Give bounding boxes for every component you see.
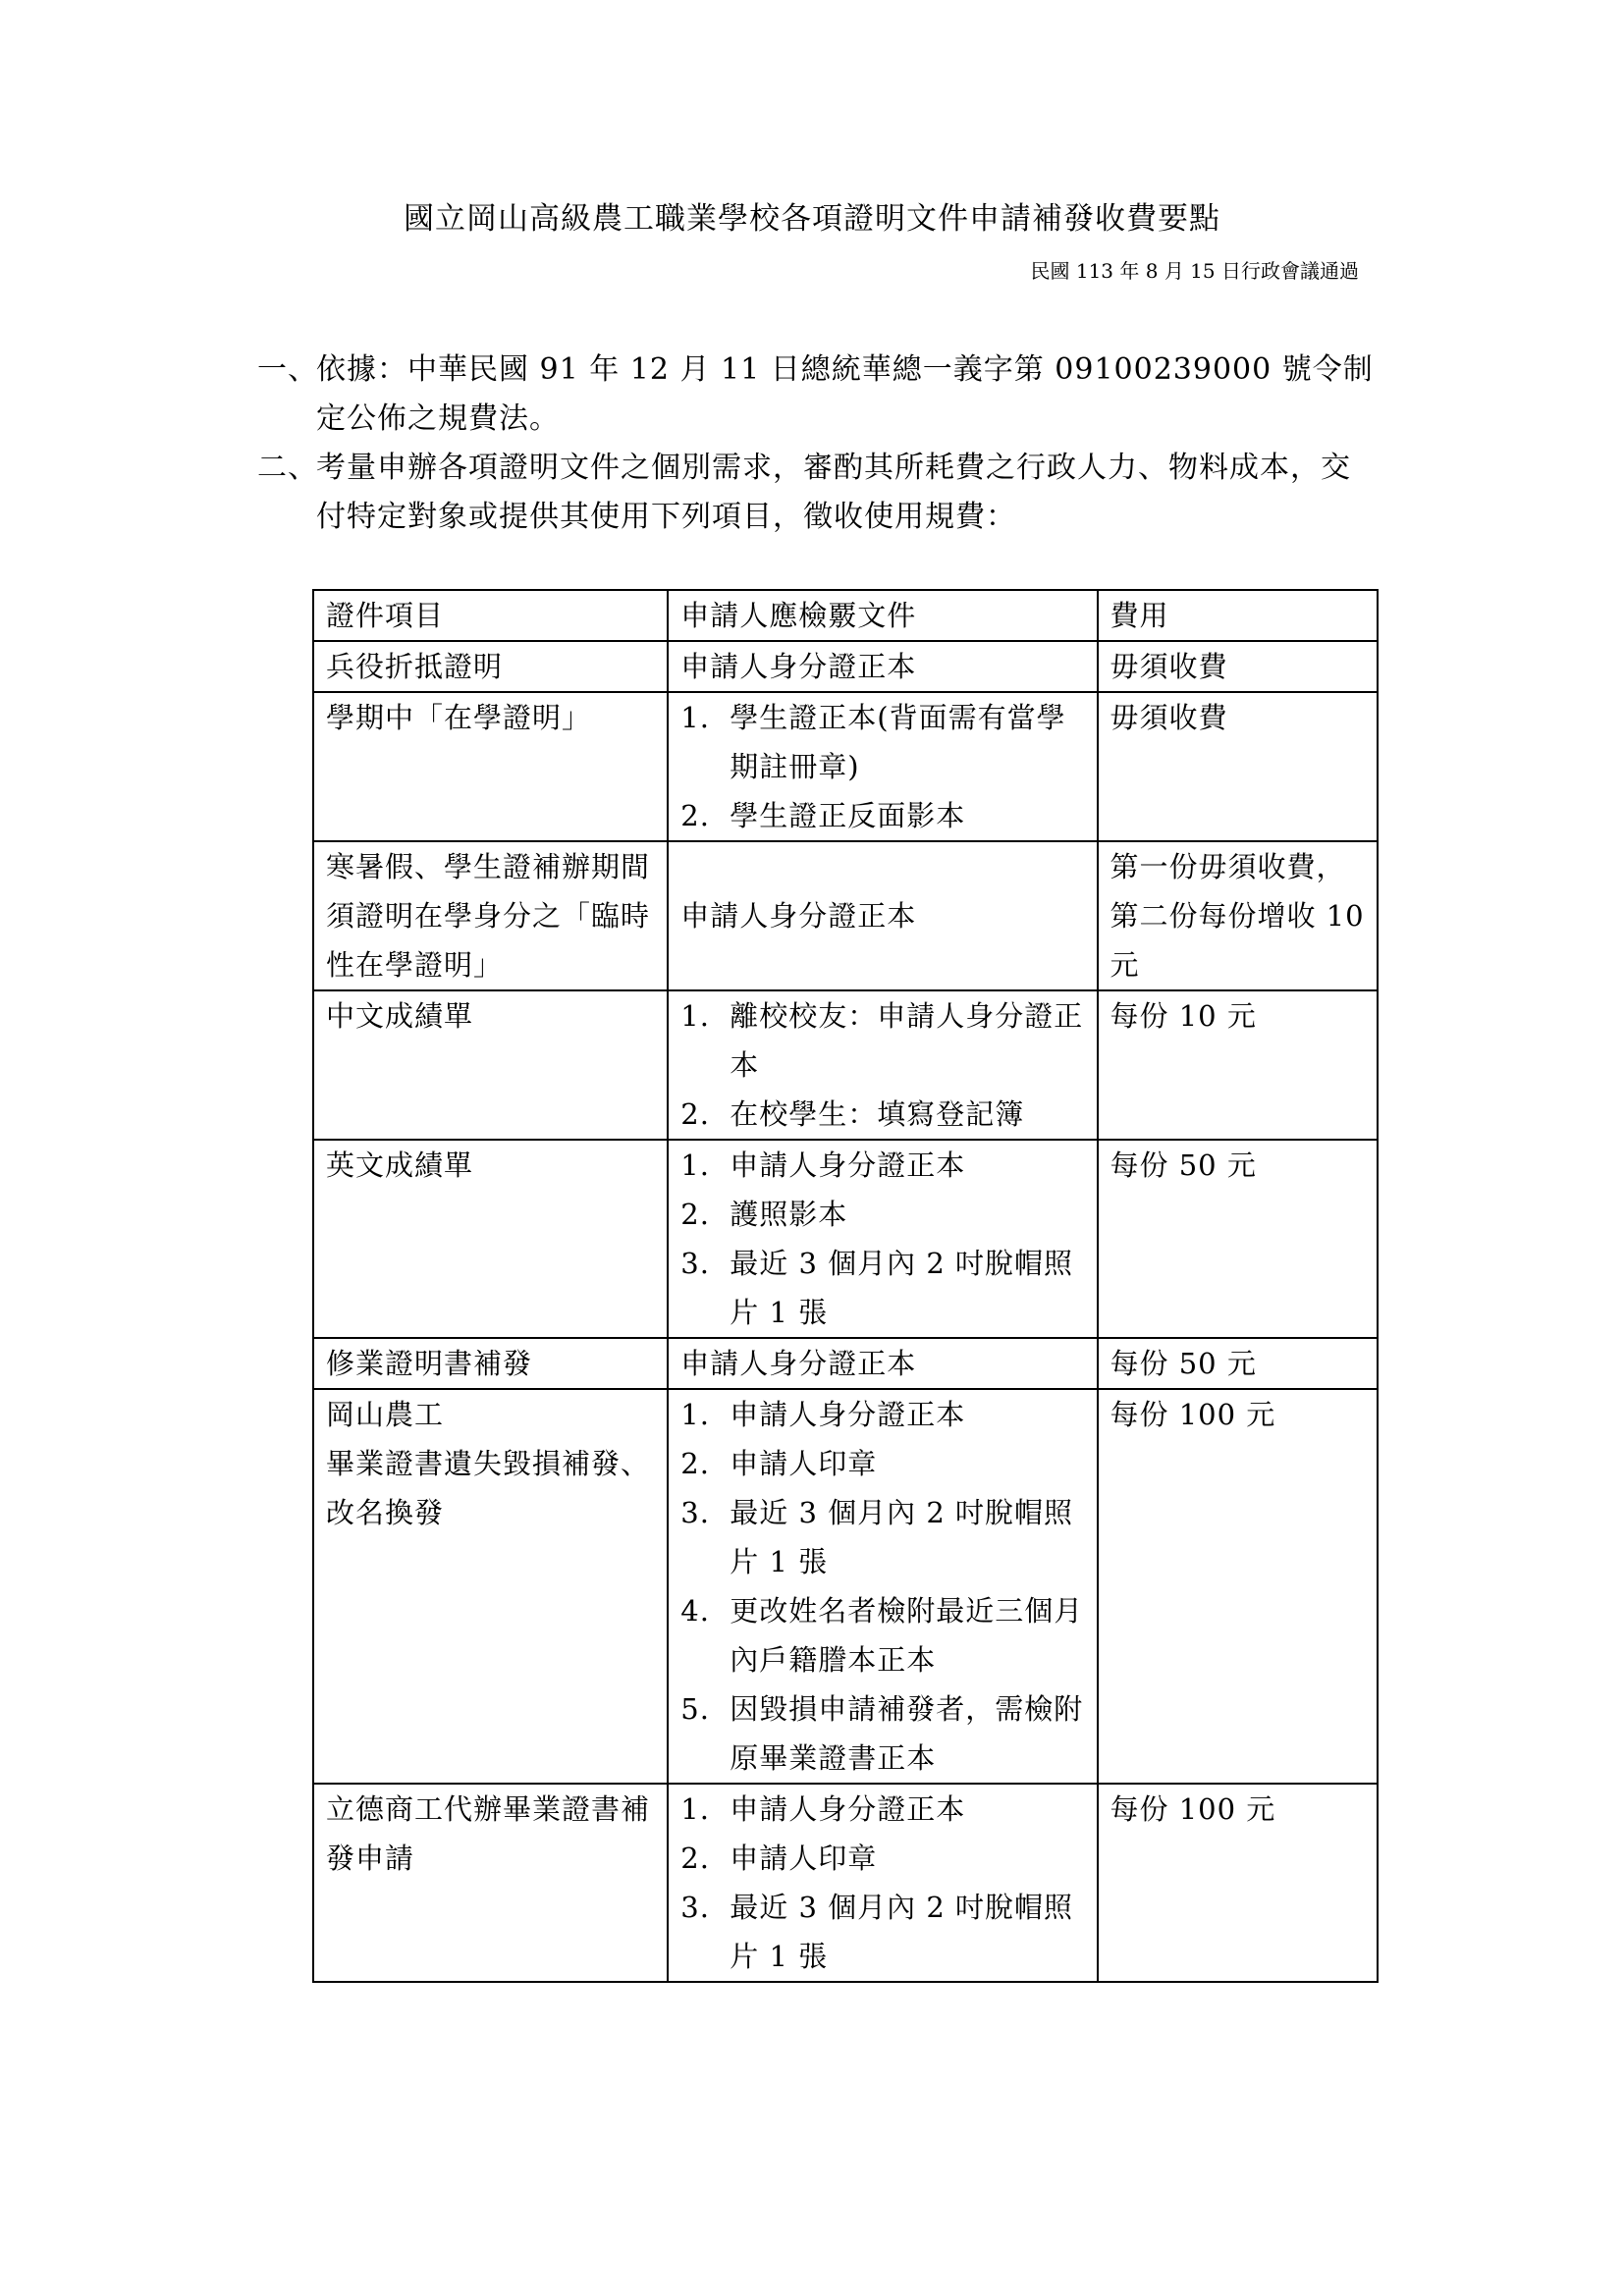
list-item: 2. 申請人印章	[680, 1842, 878, 1875]
clause-2	[257, 444, 1377, 542]
table-row	[313, 692, 1378, 841]
doc-text: 申請人身分證正本	[730, 1148, 966, 1182]
item-line: 畢業證書遺失毀損補發、改名換發	[326, 1447, 651, 1529]
list-item: 3. 最近 3 個月內 2 吋脫帽照片 1 張	[680, 1247, 1074, 1329]
doc-text: 最近 3 個月內 2 吋脫帽照片 1 張	[730, 1496, 1074, 1578]
docs-cell	[668, 692, 1097, 841]
doc-text: 離校校友：申請人身分證正本	[730, 999, 1084, 1082]
doc-text: 申請人印章	[730, 1447, 878, 1480]
fee-cell: 第一份毋須收費，第二份每份增收 10 元	[1098, 841, 1379, 990]
table-row	[313, 1784, 1378, 1982]
list-item: 2. 在校學生：填寫登記簿	[680, 1097, 1025, 1131]
docs-cell: 申請人身分證正本	[668, 841, 1097, 990]
docs-list	[680, 1390, 1084, 1783]
header-docs: 申請人應檢覈文件	[668, 590, 1097, 641]
docs-list	[680, 991, 1084, 1139]
item-cell: 學期中「在學證明」	[313, 692, 668, 841]
list-item: 2. 申請人印章	[680, 1447, 878, 1480]
fee-cell: 每份 100 元	[1098, 1784, 1379, 1982]
list-item: 1. 申請人身分證正本	[680, 1792, 966, 1826]
doc-text: 護照影本	[730, 1198, 848, 1231]
docs-cell	[668, 1389, 1097, 1784]
item-cell: 中文成績單	[313, 990, 668, 1140]
list-item: 2. 學生證正反面影本	[680, 799, 966, 832]
list-item: 2. 護照影本	[680, 1198, 848, 1231]
fee-cell: 每份 10 元	[1098, 990, 1379, 1140]
table-row	[313, 841, 1378, 990]
table-row	[313, 990, 1378, 1140]
header-item: 證件項目	[313, 590, 668, 641]
list-item: 1. 學生證正本(背面需有當學期註冊章)	[680, 701, 1066, 783]
item-cell: 兵役折抵證明	[313, 641, 668, 692]
item-cell: 寒暑假、學生證補辦期間須證明在學身分之「臨時性在學證明」	[313, 841, 668, 990]
clause-1-number: 一、	[257, 352, 318, 387]
table-row	[313, 1338, 1378, 1389]
clause-2-text: 考量申辦各項證明文件之個別需求，審酌其所耗費之行政人力、物料成本，交付特定對象或提供其使用下列項目，徵收使用規費：	[316, 451, 1351, 534]
item-cell: 英文成績單	[313, 1140, 668, 1338]
table-row	[313, 641, 1378, 692]
doc-text: 申請人身分證正本	[730, 1398, 966, 1431]
docs-list	[680, 693, 1084, 840]
doc-text: 最近 3 個月內 2 吋脫帽照片 1 張	[730, 1247, 1074, 1329]
doc-text: 申請人身分證正本	[730, 1792, 966, 1826]
doc-text: 最近 3 個月內 2 吋脫帽照片 1 張	[730, 1891, 1074, 1973]
fee-cell: 每份 100 元	[1098, 1389, 1379, 1784]
fee-cell: 毋須收費	[1098, 641, 1379, 692]
item-cell: 立德商工代辦畢業證書補發申請	[313, 1784, 668, 1982]
docs-cell	[668, 1140, 1097, 1338]
list-item: 1. 申請人身分證正本	[680, 1148, 966, 1182]
fee-table	[312, 589, 1379, 1983]
list-item: 1. 離校校友：申請人身分證正本	[680, 999, 1084, 1082]
docs-list	[680, 1785, 1084, 1981]
approval-note: 民國 113 年 8 月 15 日行政會議通過	[1030, 259, 1359, 283]
item-cell	[313, 1389, 668, 1784]
item-cell: 修業證明書補發	[313, 1338, 668, 1389]
doc-text: 學生證正反面影本	[730, 799, 966, 832]
docs-cell: 申請人身分證正本	[668, 641, 1097, 692]
docs-cell	[668, 1784, 1097, 1982]
fee-cell: 每份 50 元	[1098, 1338, 1379, 1389]
item-line: 岡山農工	[326, 1398, 445, 1431]
fee-cell: 毋須收費	[1098, 692, 1379, 841]
fee-cell: 每份 50 元	[1098, 1140, 1379, 1338]
doc-text: 申請人印章	[730, 1842, 878, 1875]
doc-text: 在校學生：填寫登記簿	[730, 1097, 1025, 1131]
document-title: 國立岡山高級農工職業學校各項證明文件申請補發收費要點	[404, 201, 1220, 237]
clause-1	[257, 346, 1377, 444]
docs-cell	[668, 990, 1097, 1140]
table-row	[313, 1140, 1378, 1338]
docs-cell: 申請人身分證正本	[668, 1338, 1097, 1389]
list-item: 1. 申請人身分證正本	[680, 1398, 966, 1431]
docs-list	[680, 1141, 1084, 1337]
table-header-row	[313, 590, 1378, 641]
doc-text: 因毀損申請補發者，需檢附原畢業證書正本	[730, 1692, 1084, 1775]
list-item: 5. 因毀損申請補發者，需檢附原畢業證書正本	[680, 1692, 1084, 1775]
list-item: 4. 更改姓名者檢附最近三個月內戶籍謄本正本	[680, 1594, 1084, 1677]
clause-1-text: 依據：中華民國 91 年 12 月 11 日總統華總一義字第 09100239000 號令制定公佈之規費法。	[316, 352, 1374, 436]
doc-text: 學生證正本(背面需有當學期註冊章)	[730, 701, 1066, 783]
doc-text: 更改姓名者檢附最近三個月內戶籍謄本正本	[730, 1594, 1084, 1677]
list-item: 3. 最近 3 個月內 2 吋脫帽照片 1 張	[680, 1891, 1074, 1973]
list-item: 3. 最近 3 個月內 2 吋脫帽照片 1 張	[680, 1496, 1074, 1578]
clause-2-number: 二、	[257, 451, 318, 485]
header-fee: 費用	[1098, 590, 1379, 641]
table-row	[313, 1389, 1378, 1784]
